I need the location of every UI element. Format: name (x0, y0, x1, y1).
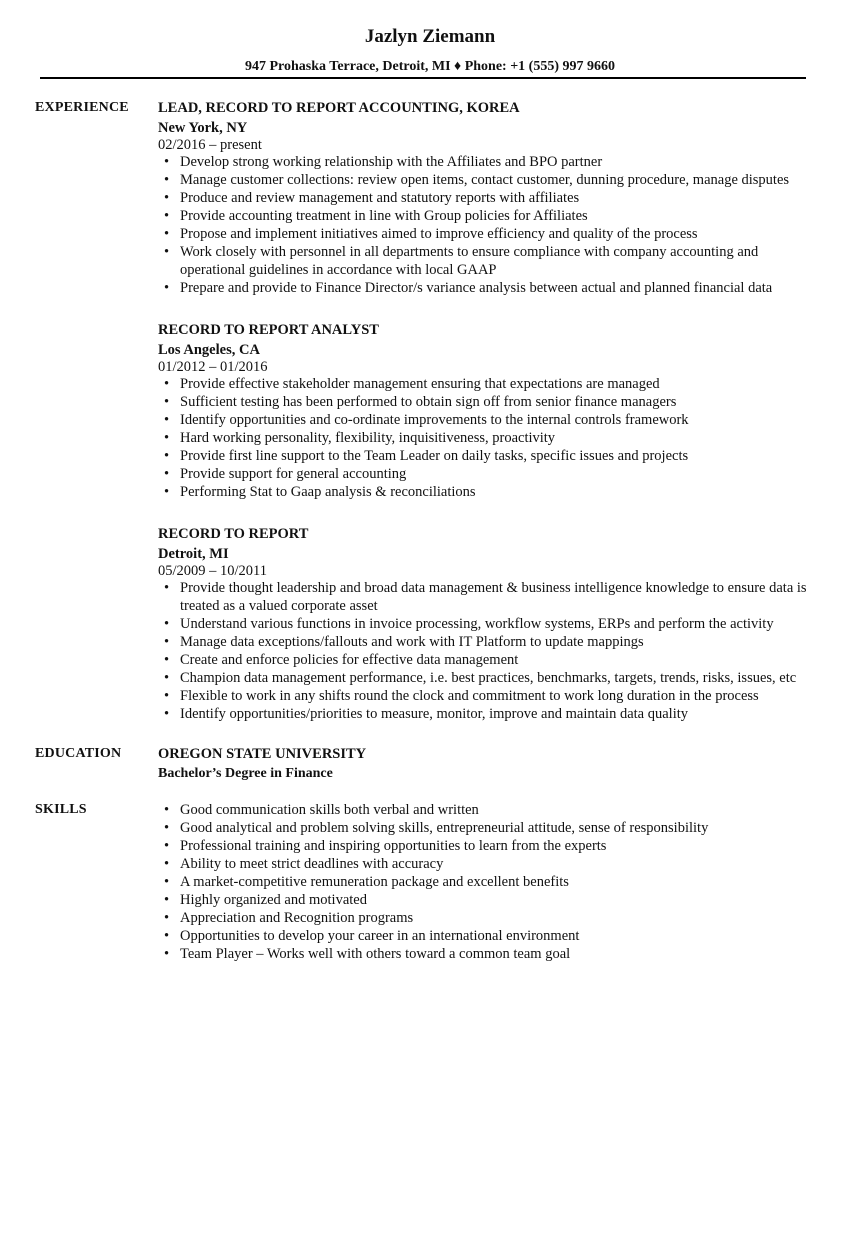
school-name: OREGON STATE UNIVERSITY (158, 746, 367, 762)
contact-line: 947 Prohaska Terrace, Detroit, MI ♦ Phone: +1 (555) 997 9660 (244, 59, 615, 74)
job-entry (158, 321, 818, 501)
bullet-item: • Understand various functions in invoice processing, workflow systems, ERPs and perform the activity (158, 615, 818, 633)
bullet-item: • Performing Stat to Gaap analysis & reconciliations (158, 483, 818, 501)
skills-list (158, 801, 818, 963)
bullet-item: • Provide support for general accounting (158, 465, 818, 483)
bullet-item: • Produce and review management and statutory reports with affiliates (158, 189, 818, 207)
job-location: Detroit, MI (158, 546, 229, 562)
skill-item: • Appreciation and Recognition programs (158, 909, 818, 927)
bullet-item: • Provide thought leadership and broad data management & business intelligence knowledge to ensure data is treated as a valued corporate asset (158, 579, 818, 615)
bullet-item: • Develop strong working relationship with the Affiliates and BPO partner (158, 153, 818, 171)
skills-heading: SKILLS (35, 802, 87, 817)
bullet-item: • Provide effective stakeholder management ensuring that expectations are managed (158, 375, 818, 393)
skill-item: • A market-competitive remuneration package and excellent benefits (158, 873, 818, 891)
skill-item: • Good analytical and problem solving skills, entrepreneurial attitude, sense of responsibility (158, 819, 818, 837)
skills-body (158, 801, 818, 963)
bullet-item: • Sufficient testing has been performed to obtain sign off from senior finance managers (158, 393, 818, 411)
job-location: Los Angeles, CA (158, 342, 260, 358)
degree-name: Bachelor’s Degree in Finance (158, 766, 333, 781)
job-dates: 01/2012 – 01/2016 (158, 359, 268, 375)
bullet-item: • Work closely with personnel in all departments to ensure compliance with company accounting and operational guidelines in accordance with local GAAP (158, 243, 818, 279)
job-bullets (158, 579, 818, 723)
job-bullets (158, 153, 818, 297)
skill-item: • Ability to meet strict deadlines with accuracy (158, 855, 818, 873)
bullet-item: • Hard working personality, flexibility, inquisitiveness, proactivity (158, 429, 818, 447)
job-entry (158, 525, 818, 723)
skill-item: • Highly organized and motivated (158, 891, 818, 909)
bullet-item: • Identify opportunities/priorities to measure, monitor, improve and maintain data quality (158, 705, 818, 723)
job-title: LEAD, RECORD TO REPORT ACCOUNTING, KOREA (158, 100, 520, 116)
job-location: New York, NY (158, 120, 248, 136)
bullet-item: • Prepare and provide to Finance Director/s variance analysis between actual and planned financial data (158, 279, 818, 297)
bullet-item: • Propose and implement initiatives aimed to improve efficiency and quality of the process (158, 225, 818, 243)
skill-item: • Opportunities to develop your career in an international environment (158, 927, 818, 945)
bullet-item: • Champion data management performance, i.e. best practices, benchmarks, targets, trends, risks, issues, etc (158, 669, 818, 687)
bullet-item: • Flexible to work in any shifts round the clock and commitment to work long duration in the process (158, 687, 818, 705)
bullet-item: • Manage customer collections: review open items, contact customer, dunning procedure, manage disputes (158, 171, 818, 189)
experience-heading: EXPERIENCE (35, 100, 129, 115)
education-heading: EDUCATION (35, 746, 122, 761)
bullet-item: • Provide accounting treatment in line with Group policies for Affiliates (158, 207, 818, 225)
bullet-item: • Identify opportunities and co-ordinate improvements to the internal controls framework (158, 411, 818, 429)
candidate-name: Jazlyn Ziemann (364, 26, 496, 47)
job-bullets (158, 375, 818, 501)
skill-item: • Good communication skills both verbal and written (158, 801, 818, 819)
job-dates: 05/2009 – 10/2011 (158, 563, 268, 579)
bullet-item: • Manage data exceptions/fallouts and work with IT Platform to update mappings (158, 633, 818, 651)
job-dates: 02/2016 – present (158, 137, 262, 153)
skill-item: • Professional training and inspiring opportunities to learn from the experts (158, 837, 818, 855)
job-title: RECORD TO REPORT ANALYST (158, 322, 379, 338)
header-divider (40, 77, 806, 79)
job-entry (158, 99, 818, 297)
bullet-item: • Create and enforce policies for effective data management (158, 651, 818, 669)
experience-body (158, 99, 818, 747)
job-title: RECORD TO REPORT (158, 526, 309, 542)
skill-item: • Team Player – Works well with others toward a common team goal (158, 945, 818, 963)
bullet-item: • Provide first line support to the Team Leader on daily tasks, specific issues and projects (158, 447, 818, 465)
education-body (158, 745, 818, 783)
